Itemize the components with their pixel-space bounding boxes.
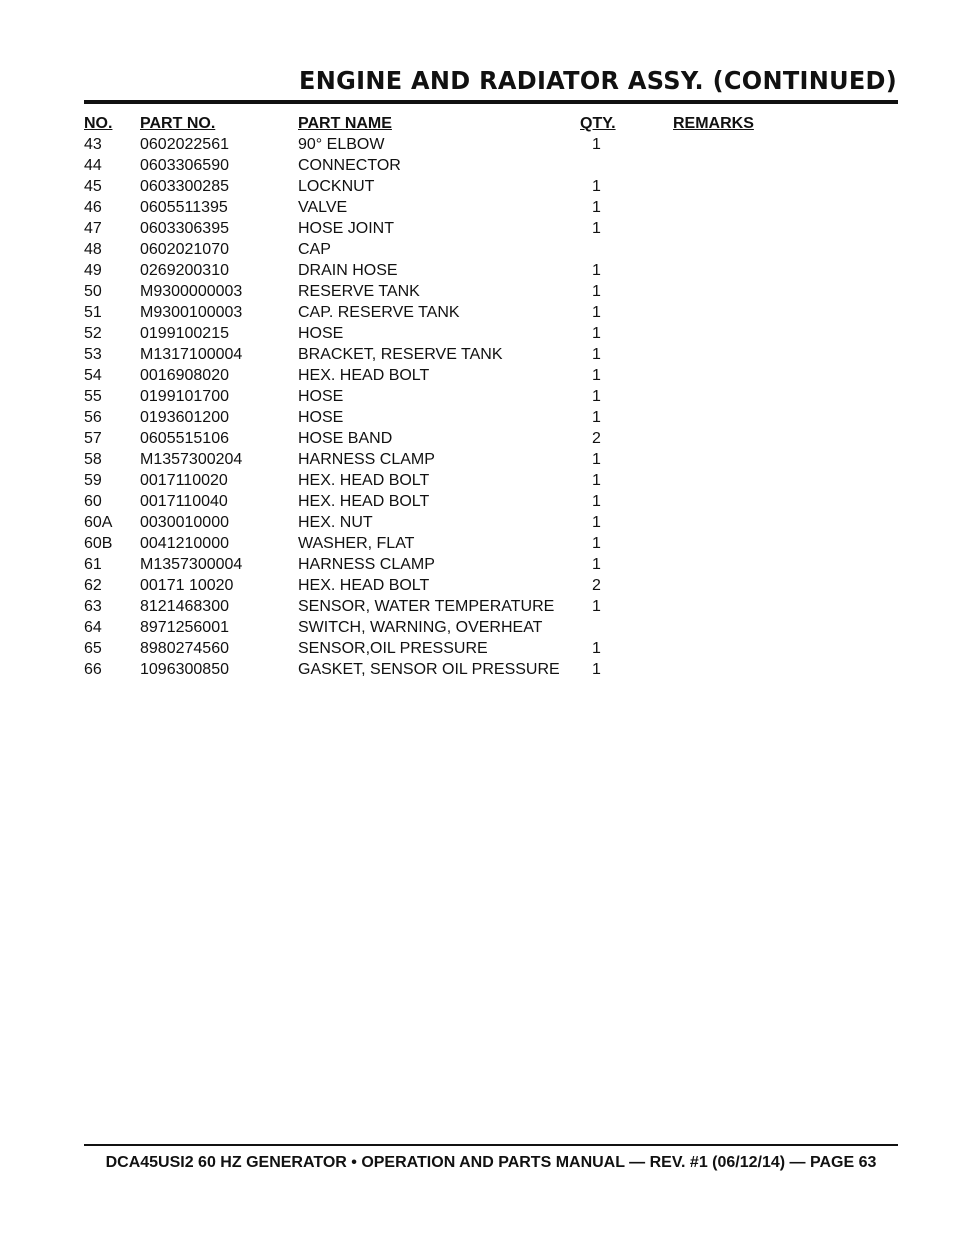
cell-no: 62 [84, 577, 102, 594]
cell-qty: 1 [592, 283, 601, 300]
table-row [84, 470, 884, 491]
cell-part-no: 0193601200 [140, 409, 229, 426]
cell-qty: 2 [592, 430, 601, 447]
cell-part-no: 0605515106 [140, 430, 229, 447]
column-header-no: NO. [84, 115, 113, 132]
cell-part-no: 0602022561 [140, 136, 229, 153]
cell-part-name: HARNESS CLAMP [298, 451, 435, 468]
cell-remarks [673, 428, 793, 449]
cell-part-no: 0199101700 [140, 388, 229, 405]
column-header-part-no: PART NO. [140, 115, 216, 132]
cell-remarks [673, 554, 793, 575]
cell-no: 52 [84, 325, 102, 342]
cell-part-no: 1096300850 [140, 661, 229, 678]
page-footer: DCA45USI2 60 HZ GENERATOR • OPERATION AND PARTS MANUAL — REV. #1 (06/12/14) — PAGE 63 [105, 1154, 877, 1171]
table-row [84, 155, 884, 176]
cell-part-name: SENSOR,OIL PRESSURE [298, 640, 488, 657]
cell-qty [580, 239, 673, 260]
table-row [84, 386, 884, 407]
cell-part-name: RESERVE TANK [298, 283, 420, 300]
cell-no: 49 [84, 262, 102, 279]
cell-part-no: 0605511395 [140, 199, 228, 216]
cell-no: 53 [84, 346, 102, 363]
cell-part-name: 90° ELBOW [298, 136, 385, 153]
cell-part-name: HOSE [298, 409, 344, 426]
cell-part-no: M9300100003 [140, 304, 243, 321]
cell-remarks [673, 365, 793, 386]
cell-no: 44 [84, 157, 102, 174]
table-row [84, 365, 884, 386]
cell-part-no: 0199100215 [140, 325, 229, 342]
table-row [84, 302, 884, 323]
cell-part-name: CAP. RESERVE TANK [298, 304, 460, 321]
cell-no: 60A [84, 514, 113, 531]
cell-part-no: 0602021070 [140, 241, 229, 258]
table-row [84, 134, 884, 155]
cell-no: 43 [84, 136, 102, 153]
cell-remarks [673, 344, 793, 365]
cell-part-no: M1317100004 [140, 346, 243, 363]
cell-part-no: 0603306395 [140, 220, 229, 237]
cell-remarks [673, 386, 793, 407]
cell-part-no: 0017110020 [140, 472, 228, 489]
table-row [84, 491, 884, 512]
table-row [84, 449, 884, 470]
cell-no: 58 [84, 451, 102, 468]
cell-qty: 2 [592, 577, 601, 594]
cell-remarks [673, 323, 793, 344]
cell-no: 47 [84, 220, 102, 237]
cell-remarks [673, 491, 793, 512]
page-title: ENGINE AND RADIATOR ASSY. (CONTINUED) [299, 66, 897, 95]
cell-part-name: HEX. NUT [298, 514, 373, 531]
cell-part-no: 0017110040 [140, 493, 228, 510]
cell-remarks [673, 155, 793, 176]
cell-remarks [673, 218, 793, 239]
table-row [84, 554, 884, 575]
cell-part-name: HEX. HEAD BOLT [298, 577, 430, 594]
cell-no: 63 [84, 598, 102, 615]
table-row [84, 407, 884, 428]
cell-qty: 1 [592, 451, 601, 468]
cell-part-no: M9300000003 [140, 283, 243, 300]
cell-part-no: M1357300204 [140, 451, 243, 468]
cell-no: 57 [84, 430, 102, 447]
cell-remarks [673, 596, 793, 617]
cell-qty: 1 [592, 472, 601, 489]
cell-no: 60B [84, 535, 113, 552]
cell-part-no: 00171 10020 [140, 577, 234, 594]
cell-qty: 1 [592, 136, 601, 153]
cell-no: 59 [84, 472, 102, 489]
cell-no: 48 [84, 241, 102, 258]
cell-remarks [673, 239, 793, 260]
cell-remarks [673, 281, 793, 302]
cell-part-name: LOCKNUT [298, 178, 375, 195]
cell-part-name: HEX. HEAD BOLT [298, 472, 430, 489]
cell-part-name: HEX. HEAD BOLT [298, 367, 430, 384]
cell-part-name: HOSE JOINT [298, 220, 395, 237]
cell-part-no: 0269200310 [140, 262, 229, 279]
cell-qty: 1 [592, 325, 601, 342]
column-header-part-name: PART NAME [298, 115, 392, 132]
table-row [84, 575, 884, 596]
table-header-row [84, 113, 884, 134]
cell-qty: 1 [592, 409, 601, 426]
parts-table [84, 113, 884, 680]
column-header-remarks: REMARKS [673, 115, 754, 132]
cell-part-no: M1357300004 [140, 556, 243, 573]
column-header-qty: QTY. [580, 115, 616, 132]
table-row [84, 344, 884, 365]
table-row [84, 197, 884, 218]
cell-part-no: 8121468300 [140, 598, 229, 615]
cell-remarks [673, 575, 793, 596]
cell-remarks [673, 134, 793, 155]
cell-qty: 1 [592, 493, 601, 510]
table-row [84, 533, 884, 554]
cell-part-name: HOSE BAND [298, 430, 393, 447]
cell-qty: 1 [592, 346, 601, 363]
cell-remarks [673, 449, 793, 470]
cell-remarks [673, 176, 793, 197]
cell-no: 55 [84, 388, 102, 405]
cell-qty: 1 [592, 661, 601, 678]
cell-qty: 1 [592, 304, 601, 321]
cell-remarks [673, 638, 793, 659]
cell-remarks [673, 197, 793, 218]
cell-no: 54 [84, 367, 102, 384]
cell-no: 65 [84, 640, 102, 657]
cell-qty: 1 [592, 598, 601, 615]
cell-part-name: HOSE [298, 325, 344, 342]
cell-remarks [673, 302, 793, 323]
table-row [84, 638, 884, 659]
cell-no: 56 [84, 409, 102, 426]
cell-part-no: 0030010000 [140, 514, 229, 531]
cell-qty: 1 [592, 199, 601, 216]
cell-remarks [673, 659, 793, 680]
cell-qty [580, 617, 673, 638]
cell-part-name: SENSOR, WATER TEMPERATURE [298, 598, 555, 615]
table-row [84, 239, 884, 260]
cell-qty: 1 [592, 514, 601, 531]
cell-remarks [673, 260, 793, 281]
table-row [84, 323, 884, 344]
cell-no: 60 [84, 493, 102, 510]
cell-part-no: 0041210000 [140, 535, 229, 552]
cell-part-name: GASKET, SENSOR OIL PRESSURE [298, 661, 560, 678]
cell-no: 50 [84, 283, 102, 300]
cell-part-name: HEX. HEAD BOLT [298, 493, 430, 510]
table-body [84, 134, 884, 680]
table-row [84, 512, 884, 533]
cell-part-no: 8980274560 [140, 640, 229, 657]
table-row [84, 281, 884, 302]
cell-no: 51 [84, 304, 102, 321]
cell-qty: 1 [592, 556, 601, 573]
cell-part-name: VALVE [298, 199, 348, 216]
title-divider [84, 100, 898, 104]
cell-qty: 1 [592, 388, 601, 405]
cell-qty: 1 [592, 535, 601, 552]
cell-part-no: 0016908020 [140, 367, 229, 384]
footer-divider [84, 1144, 898, 1146]
cell-no: 46 [84, 199, 102, 216]
table-row [84, 218, 884, 239]
cell-qty: 1 [592, 640, 601, 657]
cell-no: 64 [84, 619, 102, 636]
table-row [84, 596, 884, 617]
cell-part-name: CAP [298, 241, 331, 258]
cell-no: 61 [84, 556, 102, 573]
cell-part-no: 8971256001 [140, 619, 229, 636]
cell-part-name: HARNESS CLAMP [298, 556, 435, 573]
cell-qty: 1 [592, 262, 601, 279]
table-row [84, 260, 884, 281]
cell-part-no: 0603300285 [140, 178, 229, 195]
cell-part-name: WASHER, FLAT [298, 535, 415, 552]
cell-part-no: 0603306590 [140, 157, 229, 174]
cell-qty: 1 [592, 367, 601, 384]
cell-qty: 1 [592, 220, 601, 237]
cell-remarks [673, 533, 793, 554]
cell-qty [580, 155, 673, 176]
cell-part-name: SWITCH, WARNING, OVERHEAT [298, 619, 543, 636]
cell-no: 66 [84, 661, 102, 678]
table-row [84, 176, 884, 197]
table-row [84, 617, 884, 638]
cell-part-name: BRACKET, RESERVE TANK [298, 346, 503, 363]
cell-qty: 1 [592, 178, 601, 195]
cell-remarks [673, 512, 793, 533]
table-row [84, 659, 884, 680]
table-row [84, 428, 884, 449]
cell-part-name: CONNECTOR [298, 157, 401, 174]
cell-remarks [673, 470, 793, 491]
cell-remarks [673, 617, 793, 638]
cell-no: 45 [84, 178, 102, 195]
cell-part-name: DRAIN HOSE [298, 262, 398, 279]
cell-part-name: HOSE [298, 388, 344, 405]
cell-remarks [673, 407, 793, 428]
